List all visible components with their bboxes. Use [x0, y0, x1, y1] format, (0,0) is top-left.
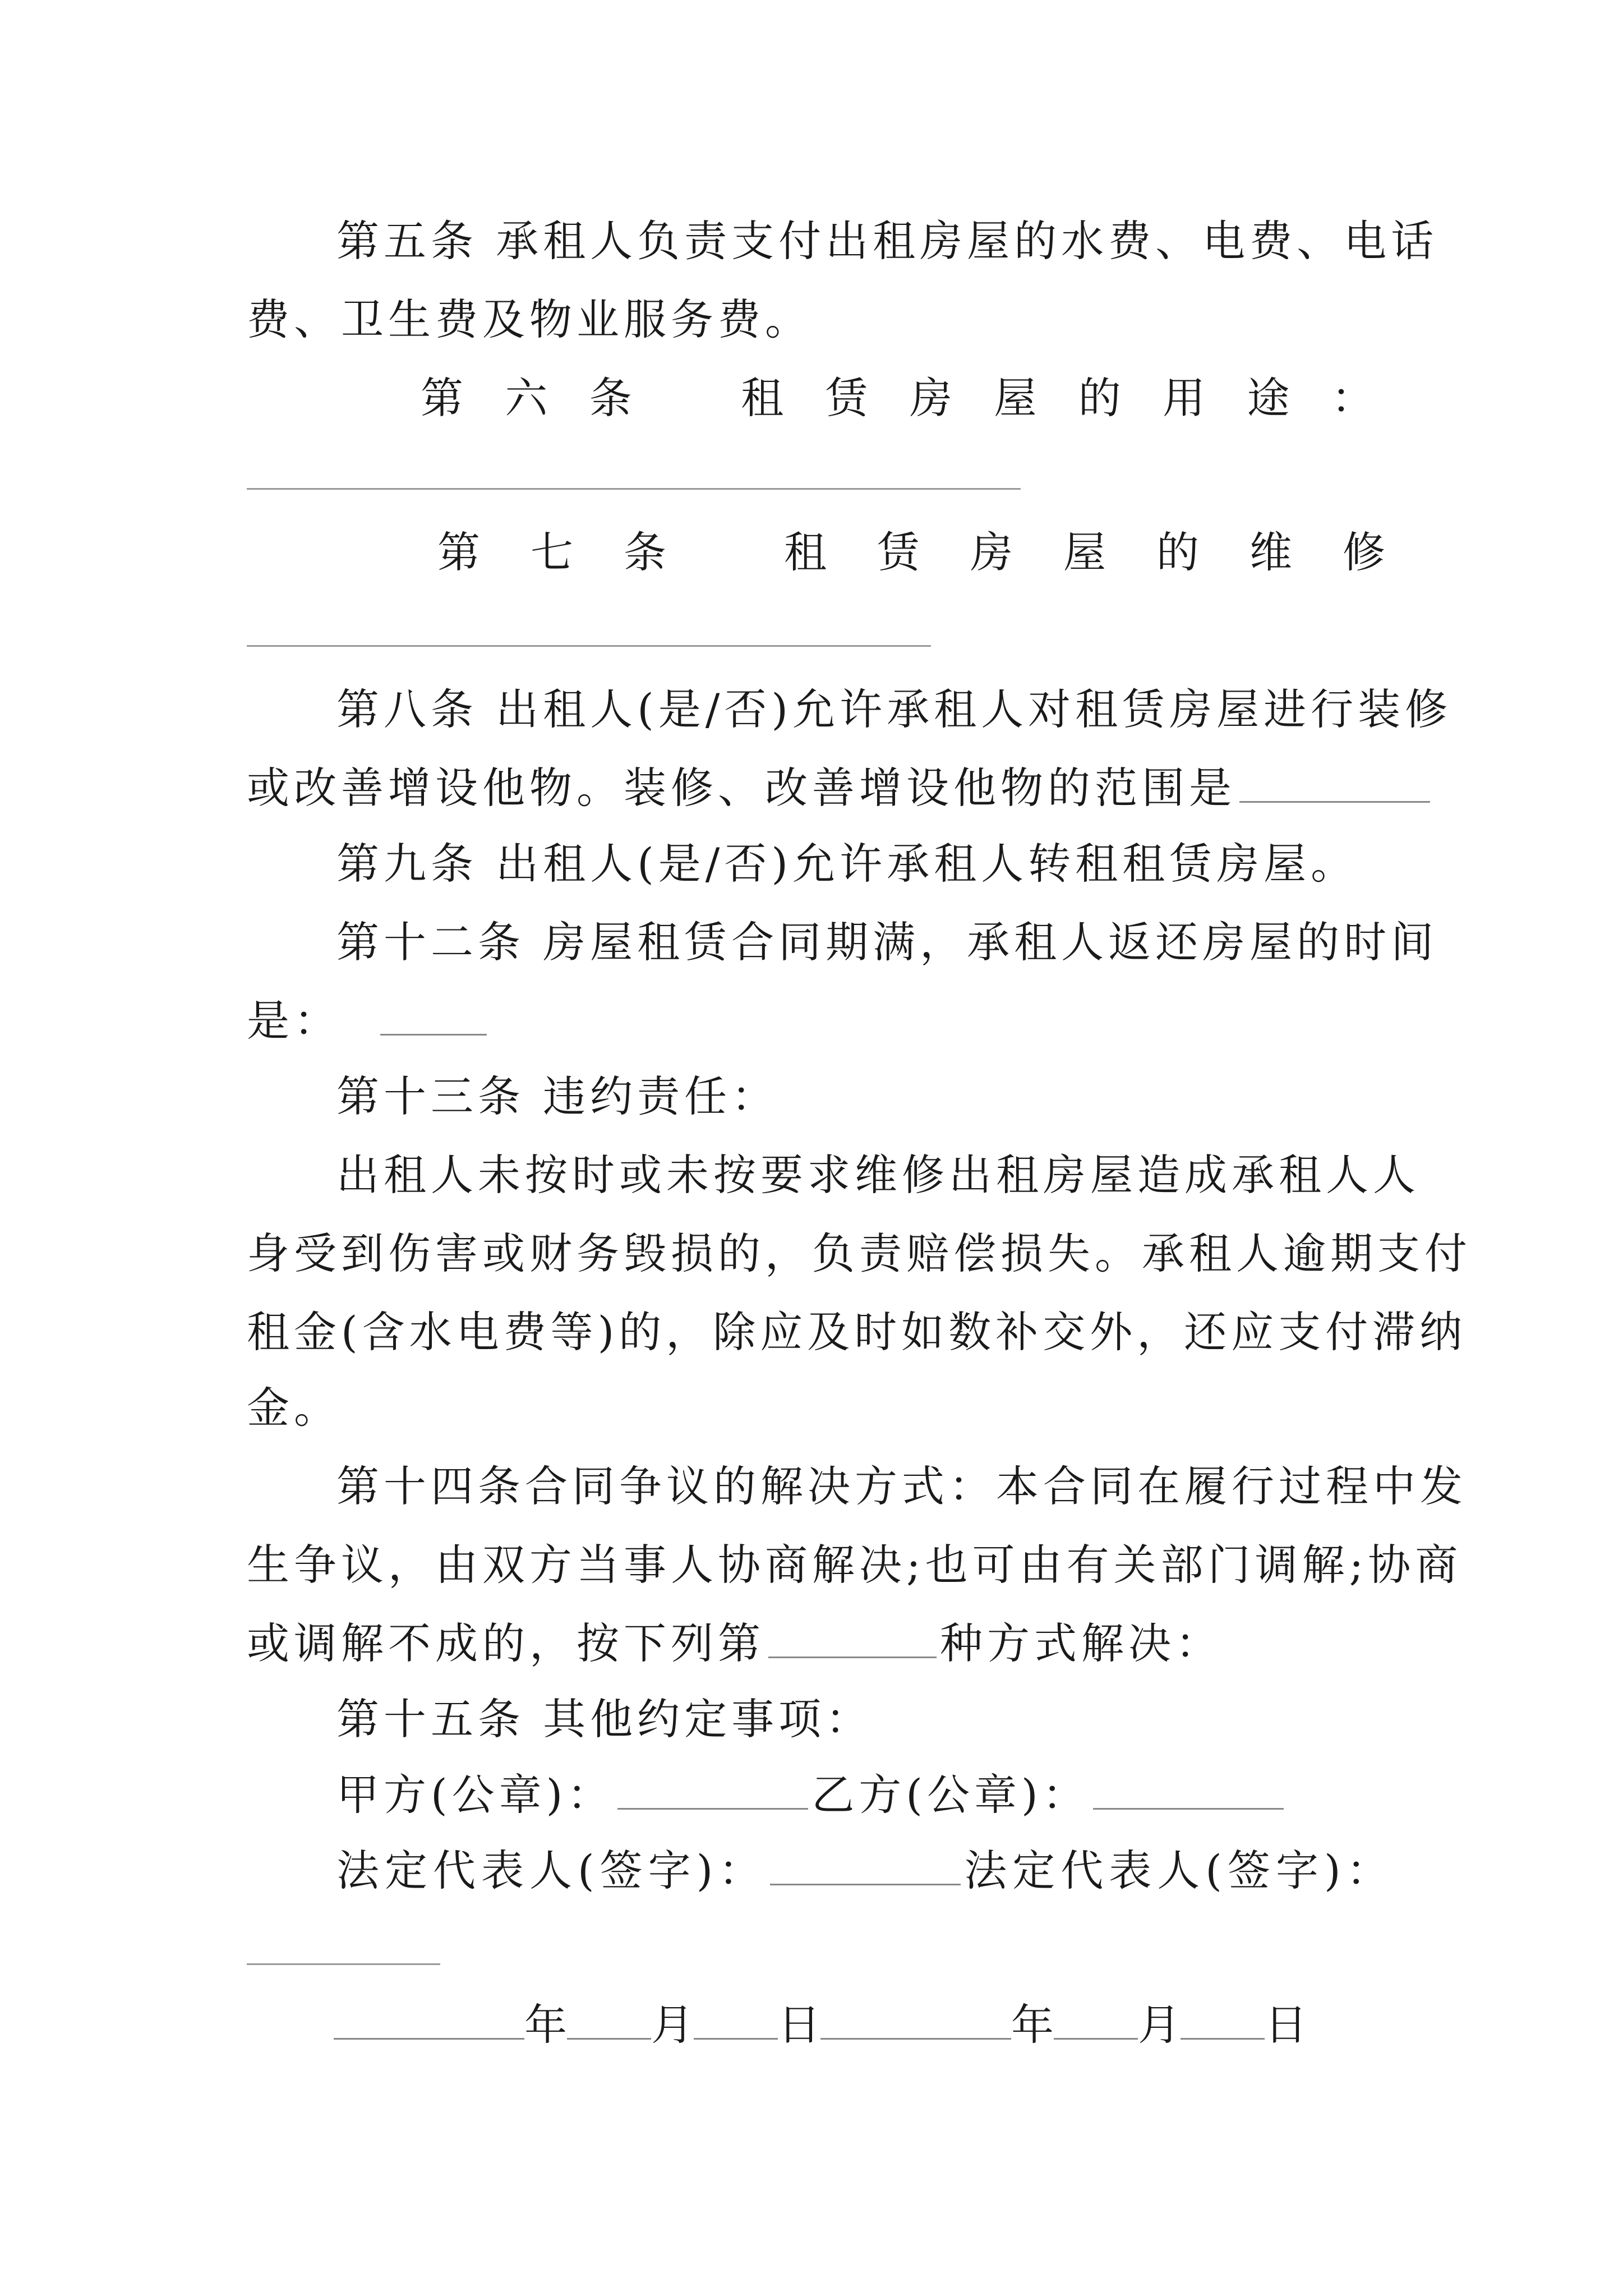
article-15-line-1: 第十五条 其他约定事项： — [336, 1694, 873, 1744]
article-13-heading: 第十三条 违约责任： — [336, 1071, 779, 1121]
article-12-line-1: 第十二条 房屋租赁合同期满，承租人返还房屋的时间 — [336, 917, 1438, 967]
party-a-rep-label: 法定代表人(签字)： — [336, 1846, 767, 1895]
article-7-char: 七 — [531, 527, 573, 577]
article-14-line-2: 生争议，由双方当事人协商解决;也可由有关部门调解;协商 — [247, 1540, 1463, 1590]
article-7-char: 房 — [970, 527, 1013, 577]
article-14-line-1: 第十四条合同争议的解决方式：本合同在履行过程中发 — [336, 1461, 1467, 1511]
article-12-line-2 — [247, 993, 490, 1049]
article-7-blank-line — [247, 645, 931, 647]
party-b-year-blank[interactable] — [820, 1999, 1011, 2040]
article-9-line-1: 第九条 出租人(是/否)允许承租人转租租赁房屋。 — [336, 839, 1358, 889]
article-13-line-3: 租金(含水电费等)的，除应及时如数补交外，还应支付滞纳 — [247, 1307, 1467, 1357]
article-8-line-1: 第八条 出租人(是/否)允许承租人对租赁房屋进行装修 — [336, 684, 1453, 734]
party-b-month-blank[interactable] — [1054, 1999, 1138, 2040]
article-6-char: ： — [1331, 373, 1374, 423]
article-6-char: 的 — [1078, 373, 1121, 423]
article-7-char: 条 — [624, 527, 666, 577]
article-7-heading — [437, 524, 1385, 581]
article-6-char: 屋 — [994, 373, 1037, 423]
article-7-char: 的 — [1156, 527, 1199, 577]
article-6-char: 条 — [589, 373, 632, 423]
article-6-char: 第 — [421, 373, 463, 423]
article-13-line-1: 出租人未按时或未按要求维修出租房屋造成承租人人 — [336, 1150, 1420, 1200]
article-6-char: 赁 — [825, 373, 868, 423]
day-label: 日 — [1265, 2000, 1307, 2050]
article-8-line-2 — [247, 760, 1433, 816]
article-5-line-2: 费、卫生费及物业服务费。 — [247, 295, 812, 344]
day-label: 日 — [778, 2000, 820, 2050]
article-6-char: 六 — [505, 373, 548, 423]
party-a-year-blank[interactable] — [334, 1999, 524, 2040]
article-5-line-1: 第五条 承租人负责支付出租房屋的水费、电费、电话 — [336, 216, 1438, 266]
article-7-char: 屋 — [1063, 527, 1106, 577]
article-7-char: 维 — [1249, 527, 1292, 577]
article-7-char: 修 — [1343, 527, 1385, 577]
party-a-rep-blank[interactable] — [770, 1844, 961, 1885]
representative-line — [336, 1843, 1395, 1899]
party-b-seal-blank[interactable] — [1093, 1769, 1284, 1810]
month-label: 月 — [651, 2000, 694, 2050]
article-14-line-3-text-a: 或调解不成的，按下列第 — [247, 1618, 765, 1668]
scope-blank[interactable] — [1239, 762, 1430, 803]
article-14-line-3 — [247, 1616, 1223, 1672]
month-label: 月 — [1138, 2000, 1181, 2050]
party-b-rep-blank-line[interactable] — [247, 1963, 440, 1965]
year-label: 年 — [1011, 2000, 1054, 2050]
return-time-blank[interactable] — [380, 995, 487, 1036]
article-6-heading — [421, 370, 1374, 426]
article-6-char: 用 — [1163, 373, 1206, 423]
party-a-seal-blank[interactable] — [617, 1769, 808, 1810]
year-label: 年 — [524, 2000, 567, 2050]
seal-line — [336, 1767, 1287, 1823]
party-a-seal-label: 甲方(公章)： — [336, 1770, 615, 1820]
party-b-day-blank[interactable] — [1181, 1999, 1265, 2040]
article-7-char: 赁 — [877, 527, 920, 577]
article-7-char: 第 — [437, 527, 480, 577]
article-6-char: 房 — [909, 373, 952, 423]
party-a-month-blank[interactable] — [567, 1999, 651, 2040]
dispute-method-blank[interactable] — [768, 1617, 937, 1658]
article-12-line-2-text: 是： — [247, 996, 341, 1046]
party-a-day-blank[interactable] — [694, 1999, 778, 2040]
article-13-line-2: 身受到伤害或财务毁损的，负责赔偿损失。承租人逾期支付 — [247, 1228, 1472, 1278]
article-13-line-4: 金。 — [247, 1383, 341, 1433]
article-6-char: 租 — [741, 373, 784, 423]
article-7-char: 租 — [784, 527, 827, 577]
party-b-rep-label: 法定代表人(签字)： — [964, 1846, 1395, 1895]
article-8-line-2-text: 或改善增设他物。装修、改善增设他物的范围是 — [247, 763, 1236, 813]
article-6-char: 途 — [1247, 373, 1290, 423]
date-line — [334, 1997, 1307, 2053]
article-14-line-3-text-b: 种方式解决： — [940, 1618, 1223, 1668]
article-6-blank-line — [247, 488, 1021, 490]
party-b-seal-label: 乙方(公章)： — [811, 1770, 1090, 1820]
